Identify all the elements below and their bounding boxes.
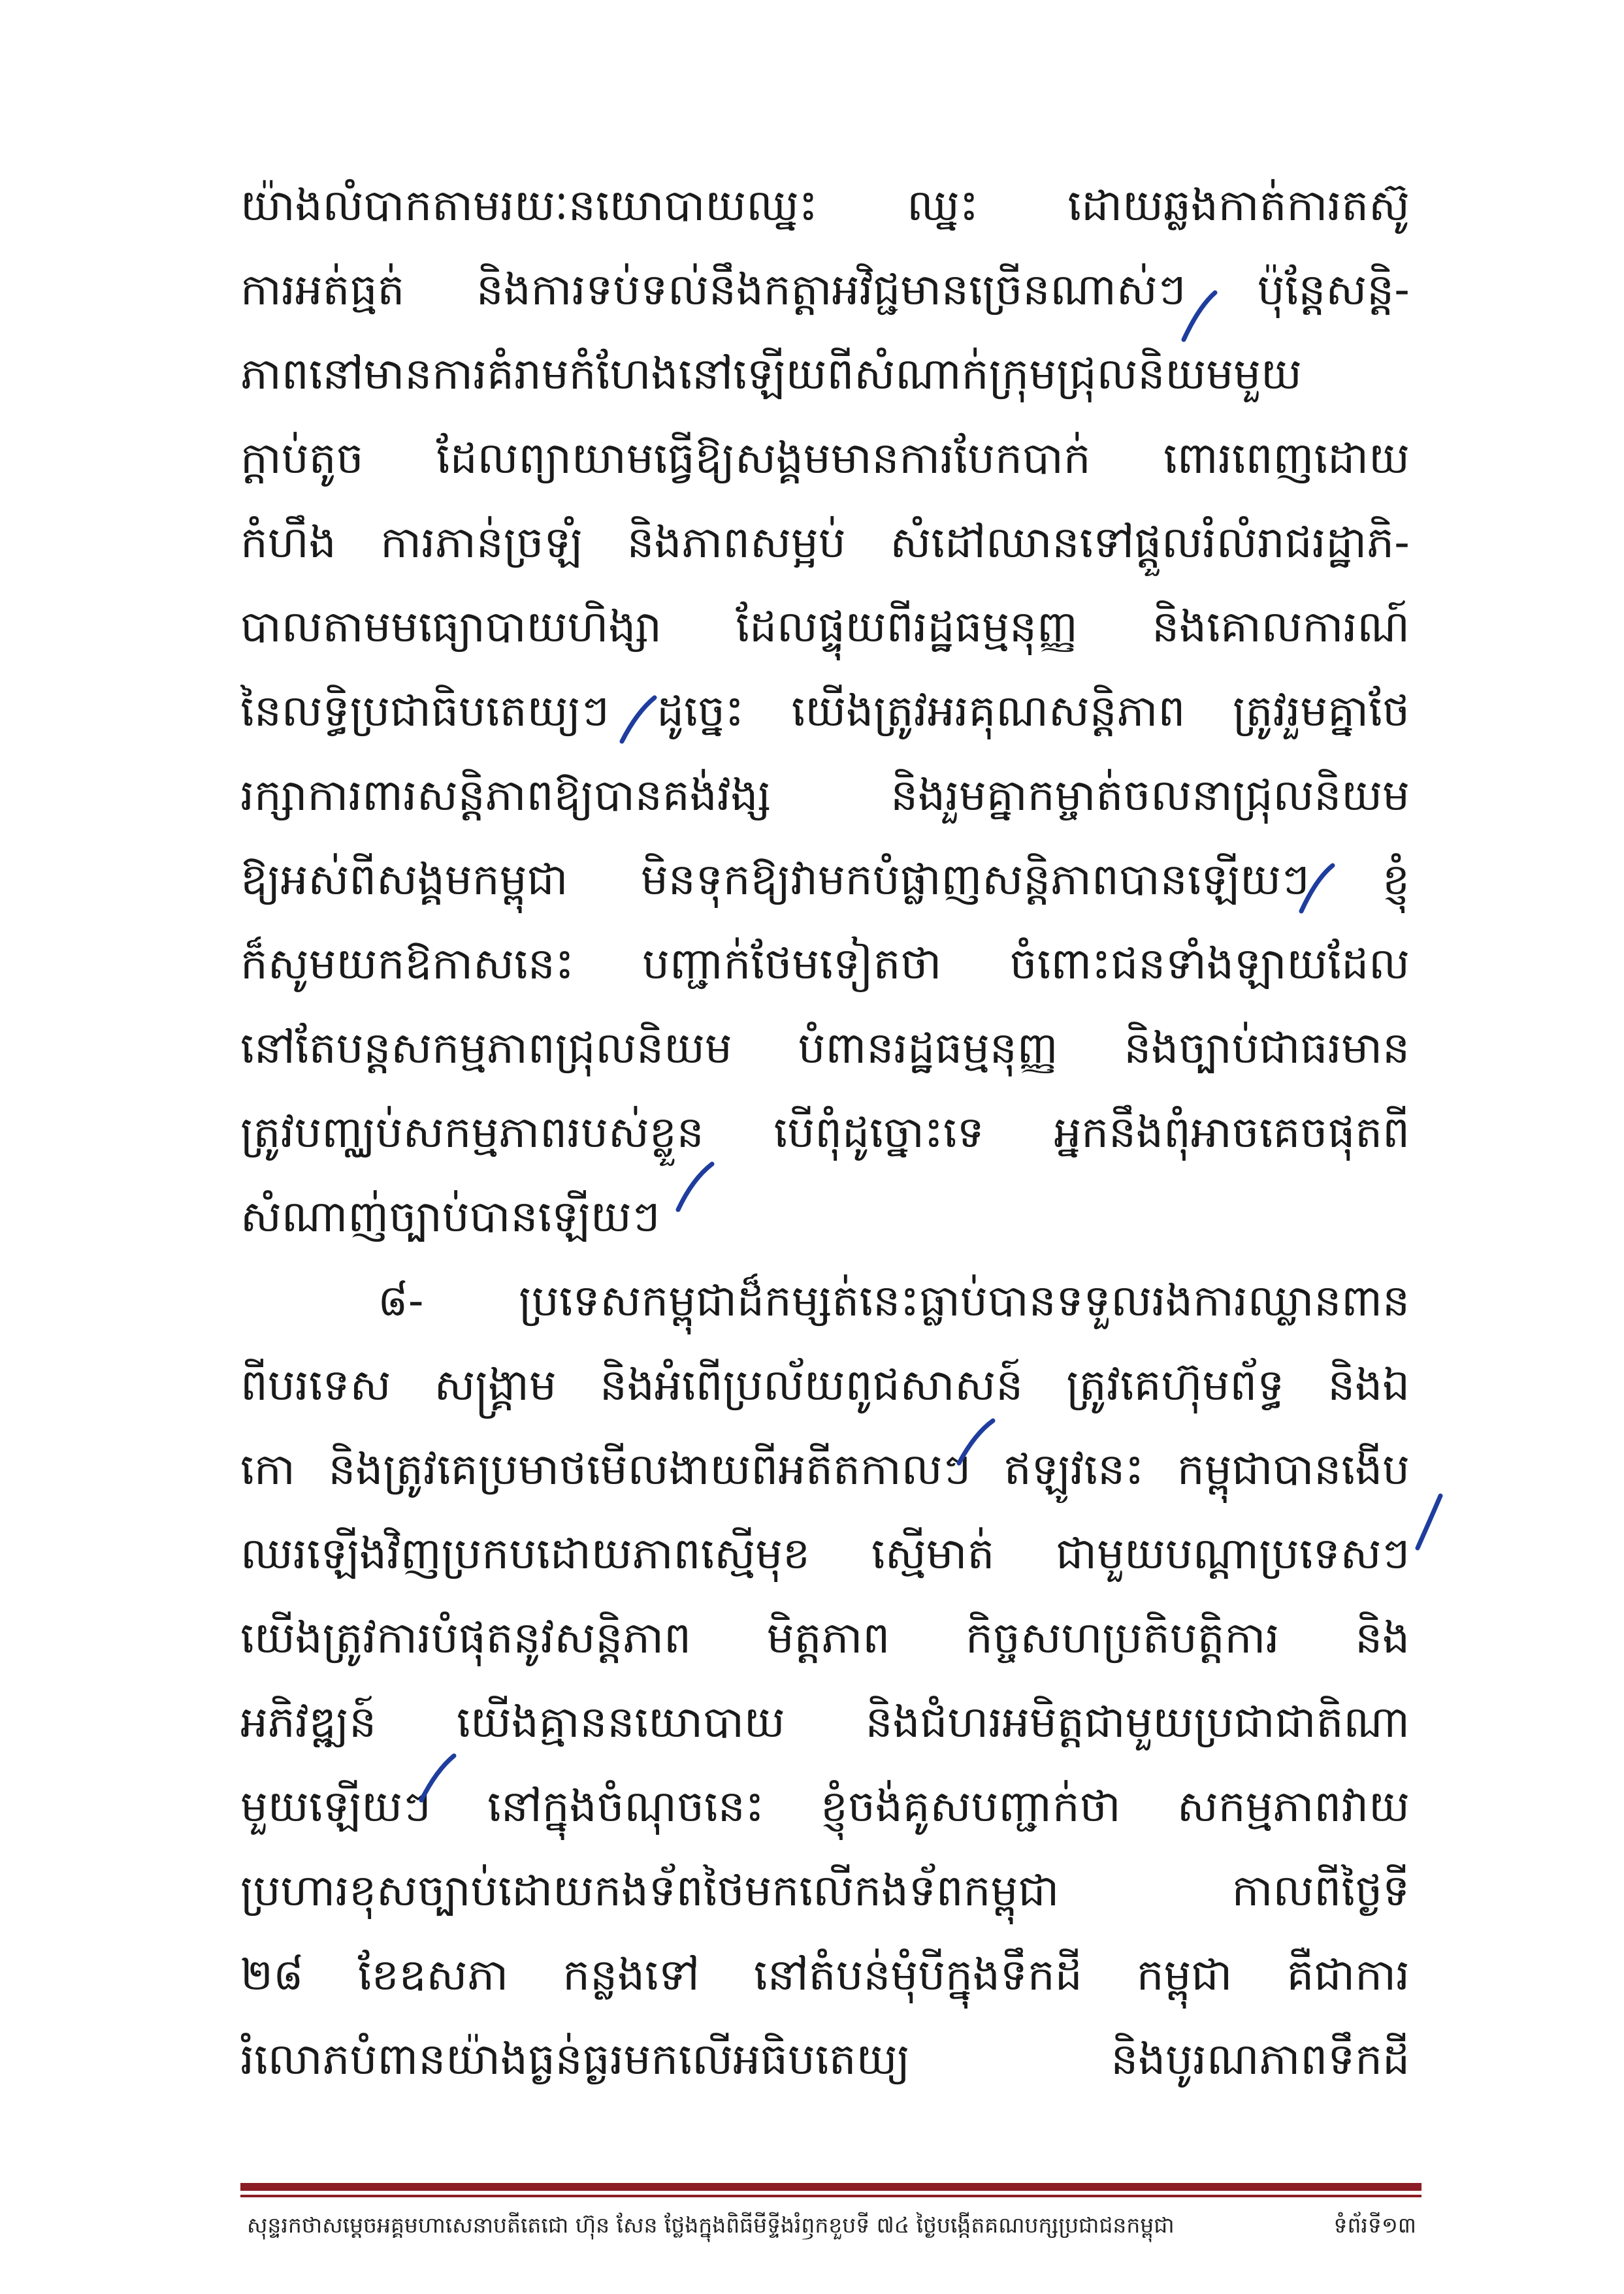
body-line: នៃលទ្ធិប្រជាធិបតេយ្យៗ ដូច្នេះ យើងត្រូវអរគុណសន្តិភាព ត្រូវរួមគ្នាថែ xyxy=(240,686,1410,736)
body-line: ប្រហារខុសច្បាប់ដោយកងទ័ពថៃមកលើកងទ័ពកម្ពុជា កាលពីថ្ងៃទី xyxy=(240,1866,1410,1916)
body-line: រំលោភបំពានយ៉ាងធ្ងន់ធ្ងរមកលើអធិបតេយ្យ និងបូរណភាពទឹកដី xyxy=(240,2034,1410,2084)
paragraph-start-line: ៨- ប្រទេសកម្ពុជាដ៏កម្សត់នេះធ្លាប់បានទទួលរងការឈ្លានពាន xyxy=(378,1276,1410,1326)
body-line: កំហឹង ការភាន់ច្រឡំ និងភាពសម្អប់ សំដៅឈានទៅផ្តួលរំលំរាជរដ្ឋាភិ- xyxy=(240,517,1410,568)
body-line: យើងត្រូវការបំផុតនូវសន្តិភាព មិត្តភាព កិច្ចសហប្រតិបត្តិការ និង xyxy=(240,1613,1410,1663)
page-number: ទំព័រទី១៣ xyxy=(1333,2212,1416,2238)
tick-mark xyxy=(1418,1496,1440,1548)
footer-caption: សុន្ទរកថាសម្តេចអគ្គមហាសេនាបតីតេជោ ហ៊ុន សែន ថ្លែងក្នុងពិធីមីទ្ទីងរំឭកខួបទី ៧៤ ថ្ងៃបង្កើតគណបក្សប្រជាជនកម្ពុជា xyxy=(247,2212,1175,2238)
body-line: ក្តាប់តូច ដែលព្យាយាមធ្វើឱ្យសង្គមមានការបែកបាក់ ពោរពេញដោយ xyxy=(240,433,1410,483)
body-line: ការអត់ធ្មត់ និងការទប់ទល់នឹងកត្តាអវិជ្ជមានច្រើនណាស់ៗ ប៉ុន្តែសន្តិ- xyxy=(240,265,1410,315)
body-line: បាលតាមមធ្យោបាយហិង្សា ដែលផ្ទុយពីរដ្ឋធម្មនុញ្ញ និងគោលការណ៍ xyxy=(240,602,1410,652)
body-line: រក្សាការពារសន្តិភាពឱ្យបានគង់វង្ស និងរួមគ្នាកម្ចាត់ចលនាជ្រុលនិយម xyxy=(240,770,1410,820)
body-line: សំណាញ់ច្បាប់បានឡើយៗ xyxy=(240,1191,660,1242)
page-footer xyxy=(247,2205,1416,2251)
body-line: ភាពនៅមានការគំរាមកំហែងនៅឡើយពីសំណាក់ក្រុមជ្រុលនិយមមួយ xyxy=(240,349,1302,399)
body-line: ត្រូវបញ្ឈប់សកម្មភាពរបស់ខ្លួន បើពុំដូច្នោះទេ អ្នកនឹងពុំអាចគេចផុតពី xyxy=(240,1107,1410,1157)
body-line: នៅតែបន្តសកម្មភាពជ្រុលនិយម បំពានរដ្ឋធម្មនុញ្ញ និងច្បាប់ជាធរមាន xyxy=(240,1023,1410,1073)
body-text xyxy=(240,163,1410,2101)
body-line: ឱ្យអស់ពីសង្គមកម្ពុជា មិនទុកឱ្យវាមកបំផ្លាញសន្តិភាពបានឡើយៗ ខ្ញុំ xyxy=(240,854,1410,905)
body-line: យ៉ាងលំបាកតាមរយៈនយោបាយឈ្នះ ឈ្នះ ដោយឆ្លងកាត់ការតស៊ូ xyxy=(240,180,1410,231)
body-line: កោ និងត្រូវគេប្រមាថមើលងាយពីអតីតកាលៗ ឥឡូវនេះ កម្ពុជាបានងើប xyxy=(240,1444,1410,1494)
footer-rule xyxy=(240,2183,1421,2191)
body-line: ឈរឡើងវិញប្រកបដោយភាពស្មើមុខ ស្មើមាត់ ជាមួយបណ្តាប្រទេសៗ xyxy=(240,1528,1410,1579)
body-line: ២៨ ខែឧសភា កន្លងទៅ នៅតំបន់មុំបីក្នុងទឹកដី កម្ពុជា គឺជាការ xyxy=(240,1950,1410,2000)
body-line: ពីបរទេស សង្គ្រាម និងអំពើប្រល័យពូជសាសន៍ ត្រូវគេហ៊ុមព័ទ្ធ និងឯ xyxy=(240,1360,1410,1410)
body-line: អភិវឌ្ឍន៍ យើងគ្មាននយោបាយ និងជំហរអមិត្តជាមួយប្រជាជាតិណា xyxy=(240,1697,1410,1747)
body-line: ក៏សូមយកឱកាសនេះ បញ្ជាក់ថែមទៀតថា ចំពោះជនទាំងឡាយដែល xyxy=(240,939,1410,989)
footer-rule-thin xyxy=(240,2195,1421,2197)
body-line: មួយឡើយៗ នៅក្នុងចំណុចនេះ ខ្ញុំចង់គូសបញ្ជាក់ថា សកម្មភាពវាយ xyxy=(240,1781,1410,1832)
